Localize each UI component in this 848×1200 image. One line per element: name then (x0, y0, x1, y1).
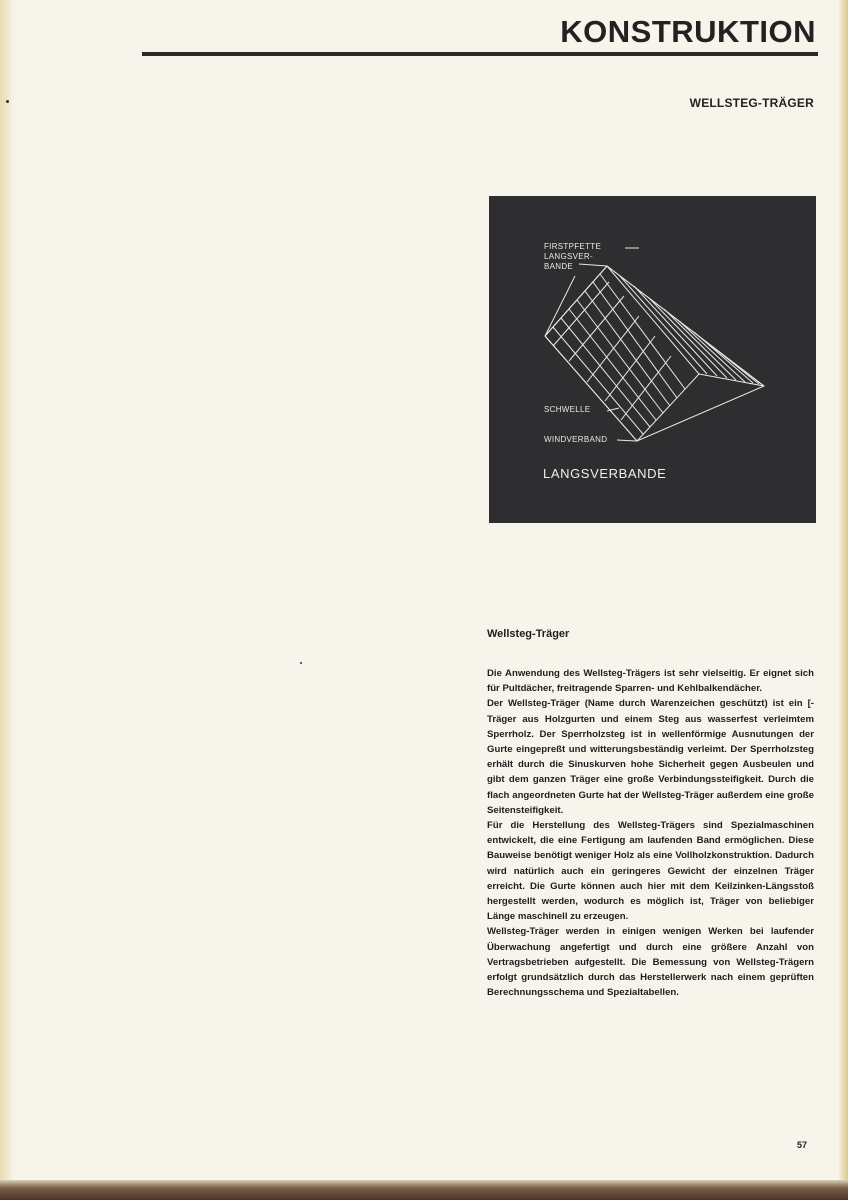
binding-edge (0, 0, 14, 1200)
page-bottom-edge (0, 1180, 848, 1200)
roof-diagram-figure (489, 196, 816, 523)
header-rule (142, 52, 818, 56)
section-title: KONSTRUKTION (560, 14, 816, 49)
page-edge (838, 0, 848, 1200)
label-firstpfette: FIRSTPFETTE (544, 242, 602, 251)
paper-speck (6, 100, 9, 103)
article-paragraph: Für die Herstellung des Wellsteg-Trägers sind Spezialmaschinen entwickelt, die eine Fertigung am laufenden Band ermöglichen. Diese Bauweise benötigt weniger Holz als eine Vollholzkonstruktion. Dadurch wird natürlich auch ein geringeres Gewicht der einzelnen Träger erreicht. Die Gurte können auch hier mit dem Keilzinken-Längsstoß hergestellt werden, wodurch es möglich ist, Träger von beliebiger Länge maschinell zu erzeugen. (487, 820, 814, 923)
article-paragraph: Wellsteg-Träger werden in einigen wenigen Werken bei laufender Überwachung angefertigt und durch eine größere Anzahl von Vertragsbetrieben aufgestellt. Die Bemessung von Wellsteg-Trägern erfolgt grundsätzlich durch das Herstellerwerk nach einem geprüften Berechnungsschema und Spezialtabellen. (487, 926, 814, 999)
page-number: 57 (797, 1140, 808, 1150)
article-paragraph: Der Wellsteg-Träger (Name durch Warenzeichen geschützt) ist ein [-Träger aus Holzgurten und einem Steg aus wasserfest verleimtem Sperrholz. Der Sperrholzsteg ist in wellenförmige Ausnutungen der Gurte eingepreßt und witterungsbeständig verleimt. Der Sperrholzsteg erhält durch die Sinuskurven hohe Sicherheit gegen Ausbeulen und gibt dem ganzen Träger eine große Verbindungssteifigkeit. Durch die flach angeordneten Gurte hat der Wellsteg-Träger außerdem eine große Seitensteifigkeit. (487, 698, 814, 816)
label-langsverbande-line1: LANGSVER- (544, 252, 593, 261)
article-body (487, 628, 814, 1000)
page-subtitle: WELLSTEG-TRÄGER (689, 96, 814, 110)
paper-speck (300, 662, 302, 664)
label-langsverbande-line2: BANDE (544, 262, 574, 271)
article-heading: Wellsteg-Träger (487, 628, 570, 640)
figure-caption: LANGSVERBANDE (543, 466, 667, 481)
label-windverband: WINDVERBAND (544, 435, 608, 444)
label-schwelle: SCHWELLE (544, 405, 591, 414)
article-paragraph: Die Anwendung des Wellsteg-Trägers ist sehr vielseitig. Er eignet sich für Pultdächer, freitragende Sparren- und Kehlbalkendächer. (487, 668, 814, 695)
